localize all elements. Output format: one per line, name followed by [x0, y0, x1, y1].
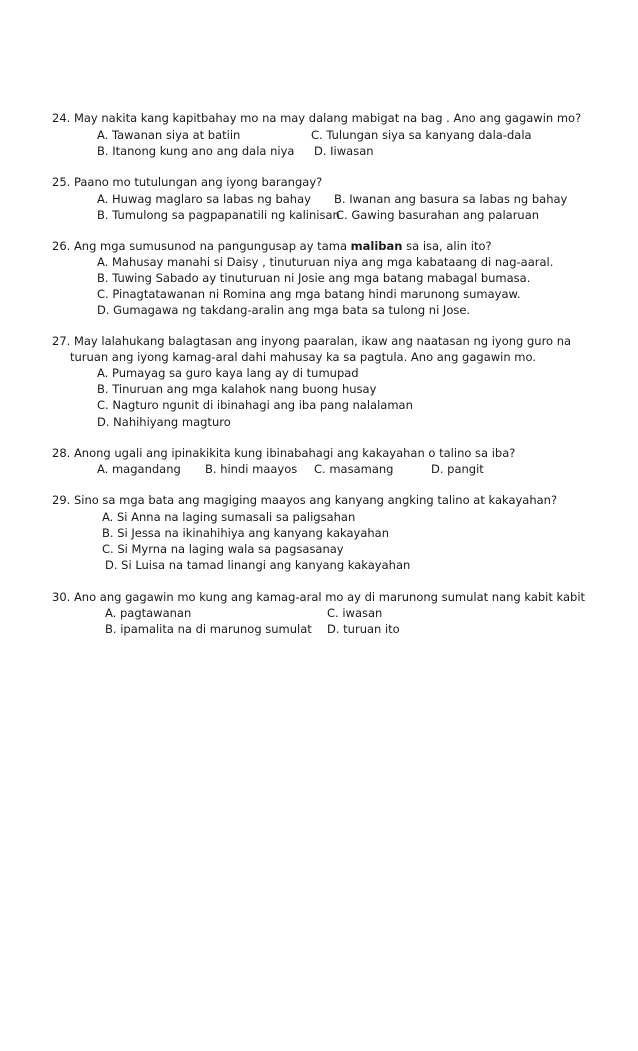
question-27-option-a: A. Pumayag sa guro kaya lang ay di tumupad — [97, 366, 359, 380]
question-25-option-c: C. Gawing basurahan ang palaruan — [336, 208, 540, 222]
question-28-option-a: A. magandang — [97, 462, 181, 476]
question-30-stem: 30. Ano ang gagawin mo kung ang kamag-aral mo ay di marunong sumulat nang kabit kabit — [52, 590, 586, 604]
question-30-option-a: A. pagtawanan — [105, 606, 192, 620]
question-25-option-b: B. Tumulong sa pagpapanatili ng kalinisan — [97, 208, 340, 222]
question-28-option-b: B. hindi maayos — [205, 462, 298, 476]
question-30-option-c: C. iwasan — [327, 606, 383, 620]
question-26-option-d: D. Gumagawa ng takdang-aralin ang mga bata sa tulong ni Jose. — [97, 303, 471, 317]
question-27-stem-line1: 27. May lalahukang balagtasan ang inyong paaralan, ikaw ang naatasan ng iyong guro na — [52, 334, 572, 348]
question-27-option-c: C. Nagturo ngunit di ibinahagi ang iba pang nalalaman — [97, 398, 413, 412]
question-26-stem-after: sa isa, alin ito? — [402, 239, 492, 253]
question-26-stem — [52, 238, 492, 254]
question-26-stem-emphasis: maliban — [350, 239, 403, 253]
question-29-option-c: C. Si Myrna na laging wala sa pagsasanay — [102, 542, 344, 556]
question-25-option-b-right: B. Iwanan ang basura sa labas ng bahay — [334, 192, 568, 206]
question-24-stem: 24. May nakita kang kapitbahay mo na may dalang mabigat na bag . Ano ang gagawin mo? — [52, 111, 582, 125]
question-28-option-d: D. pangit — [431, 462, 484, 476]
question-30-option-b: B. ipamalita na di marunog sumulat — [105, 622, 312, 636]
question-28-stem: 28. Anong ugali ang ipinakikita kung ibinabahagi ang kakayahan o talino sa iba? — [52, 446, 516, 460]
question-27-option-d: D. Nahihiyang magturo — [97, 415, 231, 429]
question-29-stem: 29. Sino sa mga bata ang magiging maayos ang kanyang angking talino at kakayahan? — [52, 493, 558, 507]
question-29-option-d: D. Si Luisa na tamad linangi ang kanyang kakayahan — [105, 558, 411, 572]
question-28-option-c: C. masamang — [314, 462, 394, 476]
question-24-option-c: C. Tulungan siya sa kanyang dala-dala — [311, 128, 532, 142]
question-30-option-d: D. turuan ito — [327, 622, 400, 636]
question-29-option-a: A. Si Anna na laging sumasali sa paligsahan — [102, 510, 356, 524]
question-26-option-c: C. Pinagtatawanan ni Romina ang mga batang hindi marunong sumayaw. — [97, 287, 521, 301]
question-24-option-b: B. Itanong kung ano ang dala niya — [97, 144, 295, 158]
question-26-stem-before: 26. Ang mga sumusunod na pangungusap ay tama — [52, 239, 351, 253]
question-26-option-b: B. Tuwing Sabado ay tinuturuan ni Josie ang mga batang mabagal bumasa. — [97, 271, 531, 285]
question-25-option-a: A. Huwag maglaro sa labas ng bahay — [97, 192, 311, 206]
question-24-option-a: A. Tawanan siya at batiin — [97, 128, 241, 142]
question-27-stem-line2: turuan ang iyong kamag-aral dahi mahusay ka sa pagtula. Ano ang gagawin mo. — [70, 350, 536, 364]
question-27-option-b: B. Tinuruan ang mga kalahok nang buong husay — [97, 382, 377, 396]
question-25-stem: 25. Paano mo tutulungan ang iyong barangay? — [52, 175, 323, 189]
question-29-option-b: B. Si Jessa na ikinahihiya ang kanyang kakayahan — [102, 526, 390, 540]
question-24-option-d: D. Iiwasan — [314, 144, 374, 158]
question-26-option-a: A. Mahusay manahi si Daisy , tinuturuan niya ang mga kabataang di nag-aaral. — [97, 255, 554, 269]
